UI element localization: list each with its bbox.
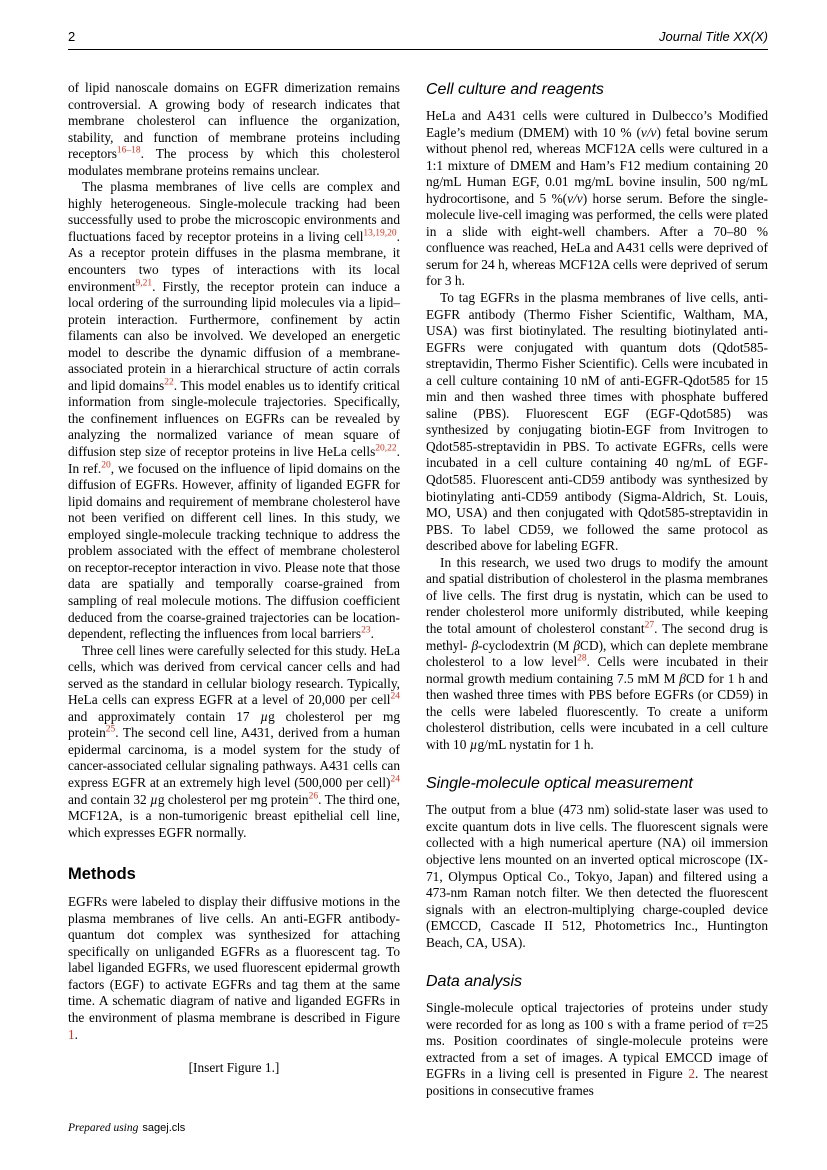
citation-ref[interactable]: 24 [390, 691, 400, 702]
prepared-using-label: Prepared using [68, 1122, 139, 1134]
right-column [426, 80, 768, 1100]
citation-ref[interactable]: 22 [164, 377, 174, 388]
header-rule [68, 49, 768, 50]
italic-text: µ [150, 791, 158, 807]
italic-text: β [471, 637, 479, 653]
italic-text: µ [469, 736, 478, 752]
paragraph: The output from a blue (473 nm) solid-state laser was used to excite quantum dots in live cells. The fluorescent signals were collected with a high numerical aperture (NA) oil immersion objective lens mounted on an inverted optical microscope (IX-71, Olympus Optical Co., Tokyo, Japan) and filtered using a 473-nm Raman notch filter. We then detected the fluorescent signals with an electron-multiplying charge-coupled device (EMCCD, Cascade II 512, Photometrics Inc., Huntington Beach, CA, USA). [426, 802, 768, 950]
insert-figure-note: [Insert Figure 1.] [188, 1060, 280, 1076]
class-file-name: sagej.cls [142, 1122, 186, 1134]
paragraph: Three cell lines were carefully selected for this study. HeLa cells, which was derived from cervical cancer cells and had served as the standard in cellular biology research. Typically, HeLa cells can express EGFR at a level of 20,000 per cell$^{24}$ and approximately contain 17 µg cholesterol per mg protein$^{25}$. The second cell line, A431, derived from a human epidermal carcinoma, is a model system for the study of cancer-associated cellular signaling pathways. A431 cells can express EGFR at an extremely high level (500,000 per cell)$^{24}$ and contain 32 µg cholesterol per mg protein$^{26}$. The third one, MCF12A, is a non-tumorigenic breast epithelial cell line, which expresses EGFR normally. [68, 642, 400, 840]
figure-ref[interactable]: 2 [688, 1066, 696, 1082]
figure-ref[interactable]: 1 [68, 1026, 75, 1042]
citation-ref[interactable]: 23 [361, 625, 371, 636]
subsection-heading: Data analysis [426, 973, 523, 991]
citation-ref[interactable]: 26 [308, 791, 319, 802]
citation-ref[interactable]: 16–18 [116, 145, 141, 156]
citation-ref[interactable]: 20 [101, 460, 111, 471]
italic-text: v/v [640, 124, 657, 140]
citation-ref[interactable]: 25 [105, 724, 116, 735]
paragraph: of lipid nanoscale domains on EGFR dimerization remains controversial. A growing body of research indicates that membrane cholesterol can influence the organization, stability, and function of membrane proteins including receptors$^{16-18}$. The process by which this cholesterol modulates membrane proteins remains unclear. [68, 80, 400, 178]
italic-text: τ [742, 1016, 748, 1032]
citation-ref[interactable]: 20,22 [375, 443, 397, 454]
page-header [68, 30, 768, 43]
page-footer [68, 1122, 185, 1134]
citation-ref[interactable]: 24 [390, 774, 400, 785]
citation-ref[interactable]: 13,19,20 [363, 228, 397, 239]
italic-text: µ [260, 708, 269, 724]
paragraph: HeLa and A431 cells were cultured in Dulbecco’s Modified Eagle’s medium (DMEM) with 10 % (v/v) fetal bovine serum without phenol red, whereas MCF12A cells were cultured in a 1:1 mixture of DMEM and Ham’s F12 medium containing 20 ng/mL Human EGF, 0.01 mg/mL bovine insulin, 500 ng/mL hydrocortisone, and 5 %(v/v) horse serum. Before the single-molecule live-cell imaging was performed, the cells were plated in a slide with eight-well chambers. After a 70–80 % confluence was reached, HeLa and A431 cells were deprived of serum for 24 h, whereas MCF12A cells were deprived of serum for 3 h. [426, 108, 768, 289]
paragraph: To tag EGFRs in the plasma membranes of live cells, anti-EGFR antibody (Thermo Fisher Scientific, Waltham, MA, USA) was first biotinylated. The resulting biotinylated anti-EGFRs were conjugated with quantum dots (Qdot585-streptavidin, Thermo Fisher Scientific). Cells were incubated in a cell culture containing 10 nM of anti-EGFR-Qdot585 for 15 min and then washed three times with phosphate buffered saline (PBS). Fluorescent EGF (EGF-Qdot585) was synthesized by conjugating biotin-EGF from Invitrogen to Qdot585-streptavidin in PBS. To activate EGFRs, cells were incubated in a cell culture containing 40 ng/mL of EGF-Qdot585. Fluorescent anti-CD59 antibody was synthesized by biotinylating anti-CD59 antibody (Sigma-Aldrich, St. Louis, MO, USA) and then conjugated with Qdot585-streptavidin in PBS. To label CD59, we followed the same protocol as described above for labeling EGFR. [426, 290, 768, 554]
paragraph: In this research, we used two drugs to modify the amount and spatial distribution of cholesterol in the plasma membranes of live cells. The first drug is nystatin, which can be used to render cholesterol more uniformly distributed, while keeping the total amount of cholesterol constant$^{27}$. The second drug is methyl- β-cyclodextrin (M βCD), which can deplete membrane cholesterol to a low level$^{28}$. Cells were incubated in their normal growth medium containing 7.5 mM M βCD for 1 h and then washed three times with PBS before EGFRs (or CD59) in the cells were labeled fluorescently. To create a uniform cholesterol distribution, cells were incubated in a cell culture with 10 µg/mL nystatin for 1 h. [426, 554, 769, 752]
citation-ref[interactable]: 9,21 [135, 278, 153, 289]
paragraph: The plasma membranes of live cells are complex and highly heterogeneous. Single-molecule tracking had been successfully used to probe the microscopic environments and fluctuations faced by receptor proteins in a living cell$^{13,19,20}$. As a receptor protein diffuses in the plasma membrane, it encounters two types of interactions with its local environment$^{9,21}$. Firstly, the receptor protein can induce a local ordering of the surrounding lipid molecules via a lipid–protein interaction. Furthermore, confinement by actin filaments can also be involved. We developed an energetic model to describe the dynamic diffusion of a membrane-associated protein in a hierarchical structure of actin corrals and lipid domains$^{22}$. This model enables us to identify critical information from single-molecule trajectories. Specifically, the confinement influences on EGFRs can be revealed by analyzing the normalized variance of mean square of diffusion step size of receptor proteins in live HeLa cells$^{20,22}$. In ref.$^{20}$, we focused on the influence of lipid domains on the diffusion of EGFRs. However, affinity of liganded EGFR for lipid domains and requirement of membrane cholesterol have not been verified on different cell lines. In this study, we employed single-molecule tracking technique to address the problem associated with the effect of membrane cholesterol on receptor-receptor interaction in vivo. Please note that those data are spatially and temporally coarse-grained from sampling of real molecule motions. The diffusion coefficient deduced from the coarse-grained trajectories can be location-dependent, reflecting the influences from local barriers$^{23}$. [68, 179, 400, 642]
italic-text: β [679, 670, 686, 686]
italic-text: β [573, 637, 581, 653]
two-column-body [68, 80, 768, 1100]
left-column [68, 80, 400, 1077]
section-heading: Methods [68, 865, 136, 884]
page-number: 2 [68, 29, 76, 44]
citation-ref[interactable]: 27 [644, 620, 655, 631]
italic-text: v/v [567, 190, 583, 206]
paragraph: EGFRs were labeled to display their diffusive motions in the plasma membranes of live cells. An anti-EGFR antibody-quantum dot complex was synthesized for attaching specifically on unliganded EGFRs as a fluorescent tag. To label liganded EGFRs, we used fluorescent epidermal growth factors (EGF) to activate EGFRs and tag them at the same time. A schematic diagram of native and liganded EGFRs in the environment of plasma membrane is described in Figure 1. [68, 894, 400, 1042]
journal-title: Journal Title XX(X) [659, 29, 768, 44]
citation-ref[interactable]: 28 [577, 653, 587, 664]
subsection-heading: Cell culture and reagents [426, 81, 604, 98]
paragraph: Single-molecule optical trajectories of proteins under study were recorded for as long as 100 s with a frame period of τ=25 ms. Position coordinates of single-molecule proteins were extracted from a set of images. A typical EMCCD image of EGFRs in a living cell is presented in Figure 2. The nearest positions in consecutive frames [426, 1000, 768, 1098]
subsection-heading: Single-molecule optical measurement [426, 775, 693, 793]
